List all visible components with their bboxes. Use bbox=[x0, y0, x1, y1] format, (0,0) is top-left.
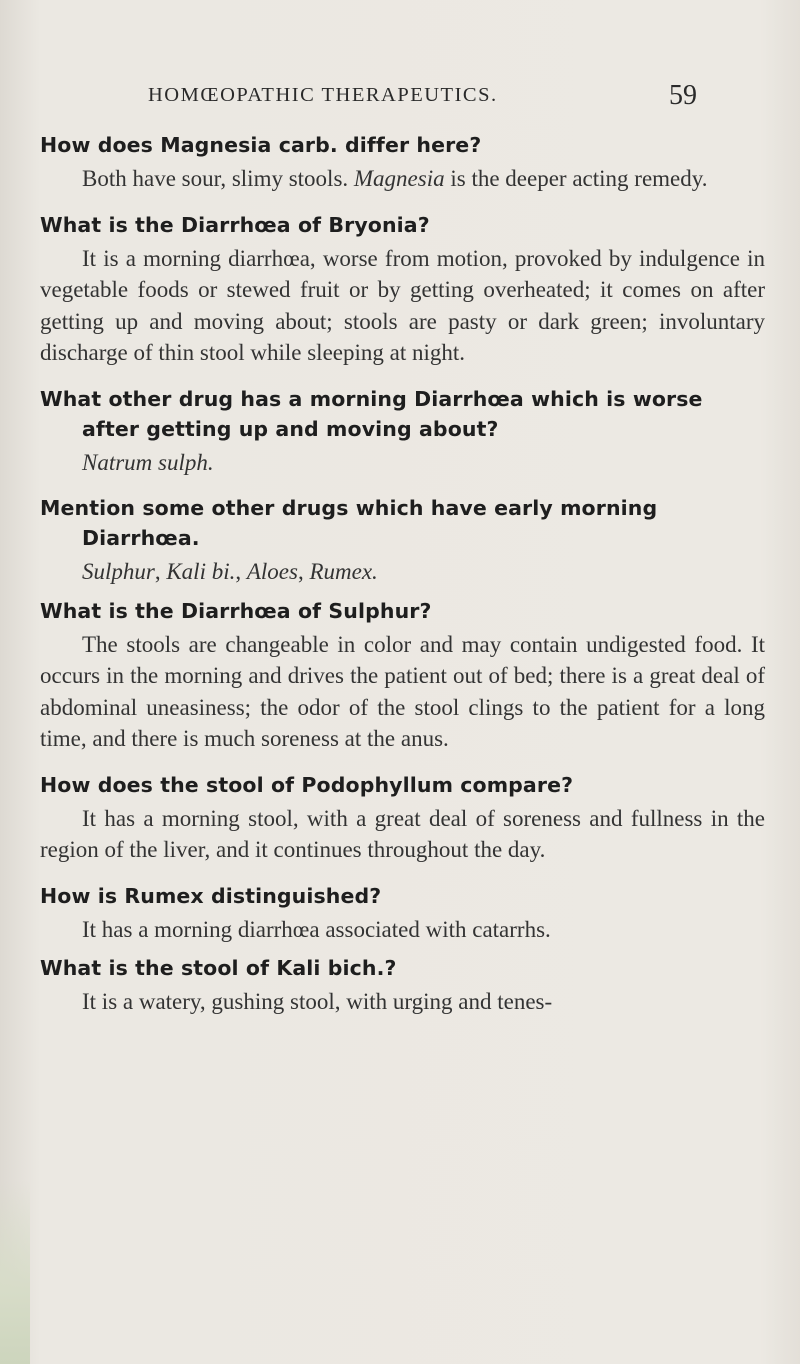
question-podophyllum: How does the stool of Podophyllum compare? bbox=[40, 772, 574, 797]
answer-remedy-list: Sulphur, Kali bi., Aloes, Rumex. bbox=[82, 559, 378, 584]
question-other-drugs: Mention some other drugs which have early morning Diarrhœa. bbox=[40, 496, 658, 550]
answer-text: is the deeper acting remedy. bbox=[450, 166, 708, 191]
answer-rumex: It has a morning diarrhœa associated with catarrhs. bbox=[82, 916, 551, 942]
answer-bryonia: It is a morning diarrhœa, worse from motion, provoked by indulgence in vegetable foods or stewed fruit or by getting overheated; it comes on after getting up and moving about; stools are pasty or dark green; involuntary discharge of thin stool while sleeping at night. bbox=[40, 245, 765, 365]
answer-sulphur: The stools are changeable in color and may contain undigested food. It occurs in the morning and drives the patient out of bed; there is a great deal of abdominal uneasiness; the odor of the stool clings to the patient for a long time, and there is much soreness at the anus. bbox=[40, 631, 765, 751]
answer-podophyllum: It has a morning stool, with a great deal of soreness and fullness in the region of the liver, and it continues throughout the day. bbox=[40, 805, 765, 862]
page-stain bbox=[0, 1180, 30, 1364]
question-rumex: How is Rumex distinguished? bbox=[40, 883, 382, 908]
answer-natrum bbox=[40, 447, 765, 479]
remedy-name: Kali bi. bbox=[166, 559, 236, 584]
answer-magnesia bbox=[40, 163, 765, 195]
running-header: HOMŒOPATHIC THERAPEUTICS. bbox=[148, 84, 498, 106]
question-sulphur: What is the Diarrhœa of Sulphur? bbox=[40, 598, 432, 623]
answer-text: Both have sour, slimy stools. bbox=[82, 166, 349, 191]
question-morning-diarrhoea: What other drug has a morning Diarrhœa which is worse after getting up and moving about? bbox=[40, 386, 703, 441]
question-magnesia: How does Magnesia carb. differ here? bbox=[40, 133, 482, 157]
page-number: 59 bbox=[669, 80, 697, 111]
answer-kali-bich: It is a watery, gushing stool, with urging and tenes- bbox=[82, 989, 553, 1014]
question-kali-bich: What is the stool of Kali bich.? bbox=[40, 956, 397, 980]
remedy-name: Natrum sulph. bbox=[82, 449, 214, 475]
remedy-name: Aloes bbox=[246, 559, 298, 584]
remedy-name: Rumex. bbox=[309, 559, 378, 584]
page-body bbox=[40, 130, 765, 1018]
remedy-name: Sulphur bbox=[82, 559, 155, 584]
question-bryonia: What is the Diarrhœa of Bryonia? bbox=[40, 212, 430, 237]
remedy-name: Magnesia bbox=[353, 166, 445, 191]
